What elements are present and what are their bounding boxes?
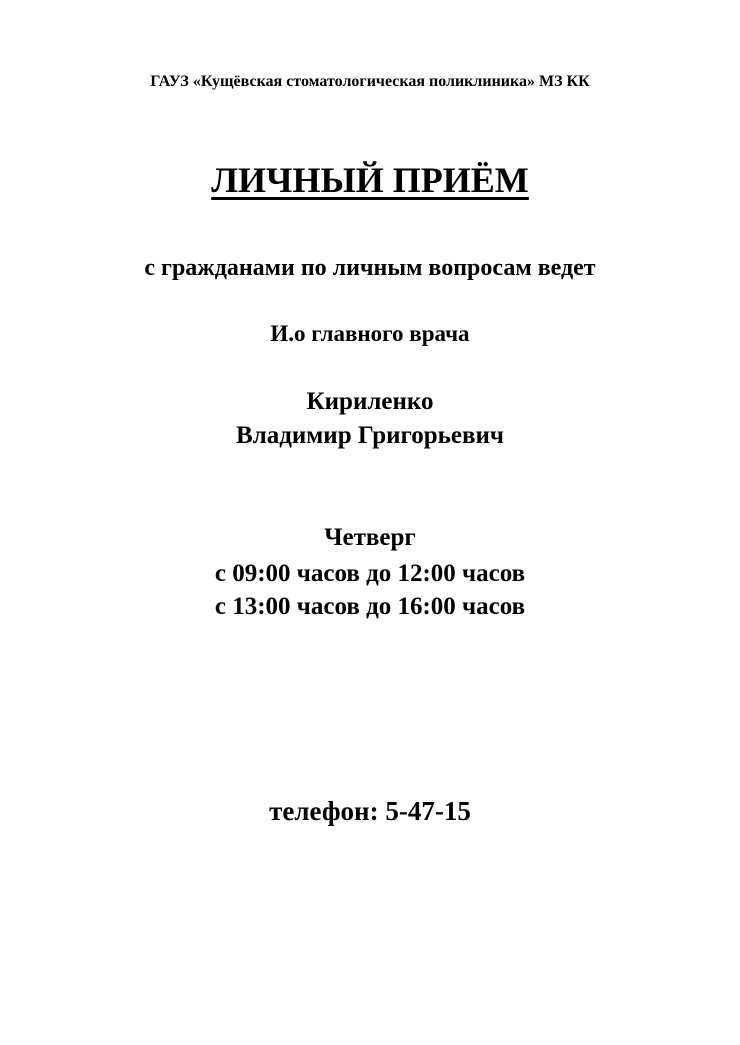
official-name-patronymic: Владимир Григорьевич <box>236 422 504 449</box>
contact-phone: телефон: 5-47-15 <box>269 796 471 826</box>
official-position: И.о главного врача <box>270 321 470 346</box>
reception-day: Четверг <box>324 524 416 551</box>
reception-time-slot: с 09:00 часов до 12:00 часов <box>214 560 526 587</box>
notice-intro: с гражданами по личным вопросам ведет <box>144 255 596 281</box>
reception-time-slot: с 13:00 часов до 16:00 часов <box>214 593 526 620</box>
official-surname: Кириленко <box>306 388 434 415</box>
organization-header: ГАУЗ «Кущёвская стоматологическая поликлиника» МЗ КК <box>150 73 590 90</box>
notice-title <box>0 158 740 202</box>
notice-title-text: ЛИЧНЫЙ ПРИЁМ <box>211 160 529 200</box>
